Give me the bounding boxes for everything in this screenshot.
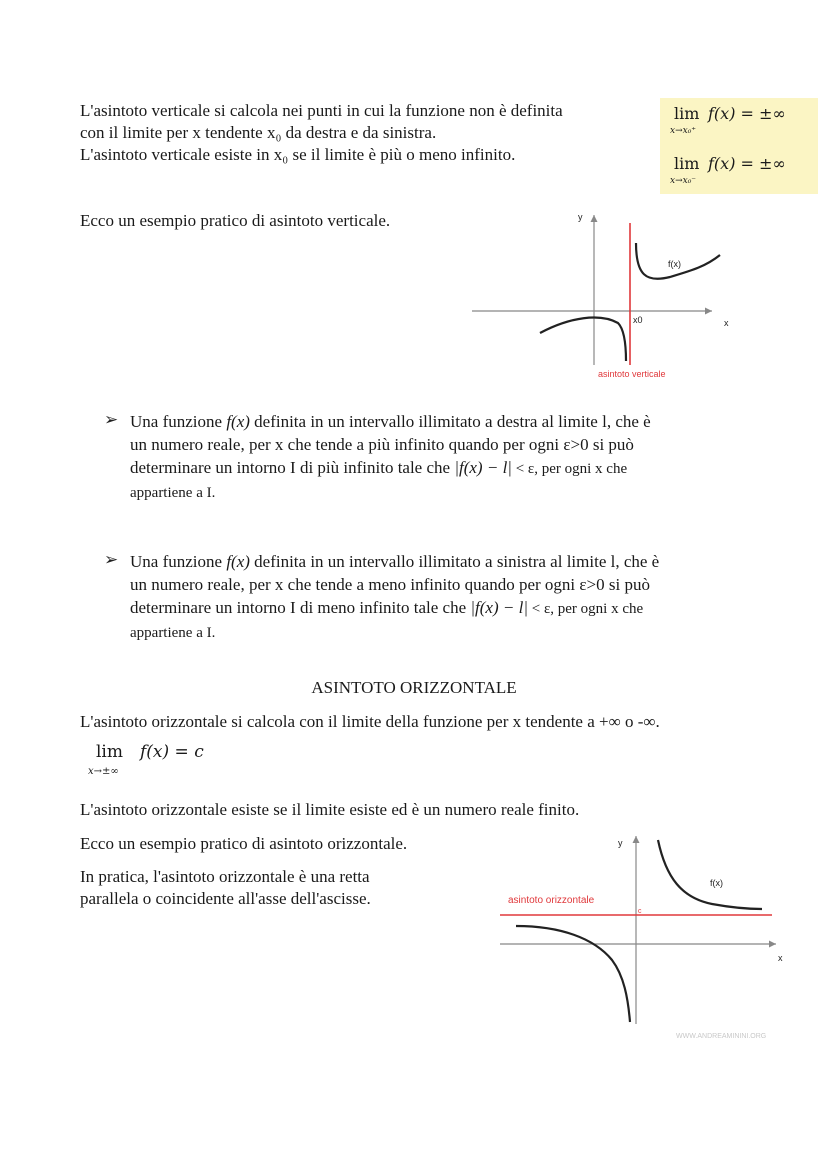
horizontal-line-4: In pratica, l'asintoto orizzontale è una retta	[80, 867, 370, 886]
lim-subscript: x→±∞	[88, 766, 119, 777]
vertical-intro-line-1: L'asintoto verticale si calcola nei punti in cui la funzione non è definita	[80, 101, 563, 120]
x0-label: x0	[633, 315, 643, 325]
lim-subscript: x→x₀⁻	[670, 176, 697, 186]
horizontal-asymptote-label: asintoto orizzontale	[508, 895, 595, 906]
bullet-2-line-4: appartiene a I.	[130, 625, 216, 641]
lim-expression: f(x) = ±∞	[708, 104, 786, 123]
c-label: c	[638, 908, 642, 915]
horizontal-line-1: L'asintoto orizzontale si calcola con il limite della funzione per x tendente a +∞ o -∞.	[80, 712, 660, 731]
vertical-example-text: Ecco un esempio pratico di asintoto verticale.	[80, 211, 391, 230]
bullet-2-line-1: Una funzione f(x) definita in un intervallo illimitato a sinistra al limite l, che è	[130, 552, 660, 571]
horizontal-line-2: L'asintoto orizzontale esiste se il limite esiste ed è un numero reale finito.	[80, 800, 580, 819]
lim-expression: f(x) = c	[140, 742, 204, 762]
watermark: WWW.ANDREAMININI.ORG	[676, 1033, 767, 1040]
bullet-1-line-2: un numero reale, per x che tende a più infinito quando per ogni ε>0 si può	[130, 435, 634, 454]
fx-label: f(x)	[710, 878, 723, 888]
horizontal-line-3: Ecco un esempio pratico di asintoto orizzontale.	[80, 834, 408, 853]
bullet-2-line-2: un numero reale, per x che tende a meno infinito quando per ogni ε>0 si può	[130, 575, 650, 594]
fx-curve-left	[516, 926, 630, 1022]
vertical-asymptote-graph	[460, 205, 760, 385]
bullet-1-line-1: Una funzione f(x) definita in un intervallo illimitato a destra al limite l, che è	[130, 412, 651, 431]
horizontal-line-5: parallela o coincidente all'asse dell'ascisse.	[80, 889, 371, 908]
lim-operator: lim	[674, 104, 700, 123]
lim-subscript: x→x₀⁺	[670, 126, 697, 136]
x-label: x	[778, 953, 783, 963]
bullet-marker-2: ➢	[104, 550, 119, 569]
vertical-asymptote-label: asintoto verticale	[598, 369, 666, 379]
vertical-intro-line-3: L'asintoto verticale esiste in x₀ se il limite è più o meno infinito.	[80, 145, 516, 164]
vertical-intro-line-2: con il limite per x tendente x₀ da destra e da sinistra.	[80, 123, 437, 142]
bullet-2-line-3: determinare un intorno I di meno infinito tale che |f(x) − l| < ε, per ogni x che	[130, 598, 644, 617]
y-label: y	[578, 212, 583, 222]
fx-curve-left	[540, 318, 626, 361]
horizontal-heading: ASINTOTO ORIZZONTALE	[311, 678, 517, 697]
lim-operator: lim	[96, 742, 123, 762]
limit-formula-box	[660, 98, 818, 194]
horizontal-asymptote-graph	[490, 828, 800, 1043]
bullet-1-line-4: appartiene a I.	[130, 485, 216, 501]
bullet-marker-1: ➢	[104, 410, 119, 429]
lim-operator: lim	[674, 154, 700, 173]
x-label: x	[724, 318, 729, 328]
bullet-1-line-3: determinare un intorno I di più infinito tale che |f(x) − l| < ε, per ogni x che	[130, 458, 628, 477]
lim-expression: f(x) = ±∞	[708, 154, 786, 173]
y-label: y	[618, 838, 623, 848]
fx-label: f(x)	[668, 259, 681, 269]
fx-curve-right	[658, 840, 762, 909]
